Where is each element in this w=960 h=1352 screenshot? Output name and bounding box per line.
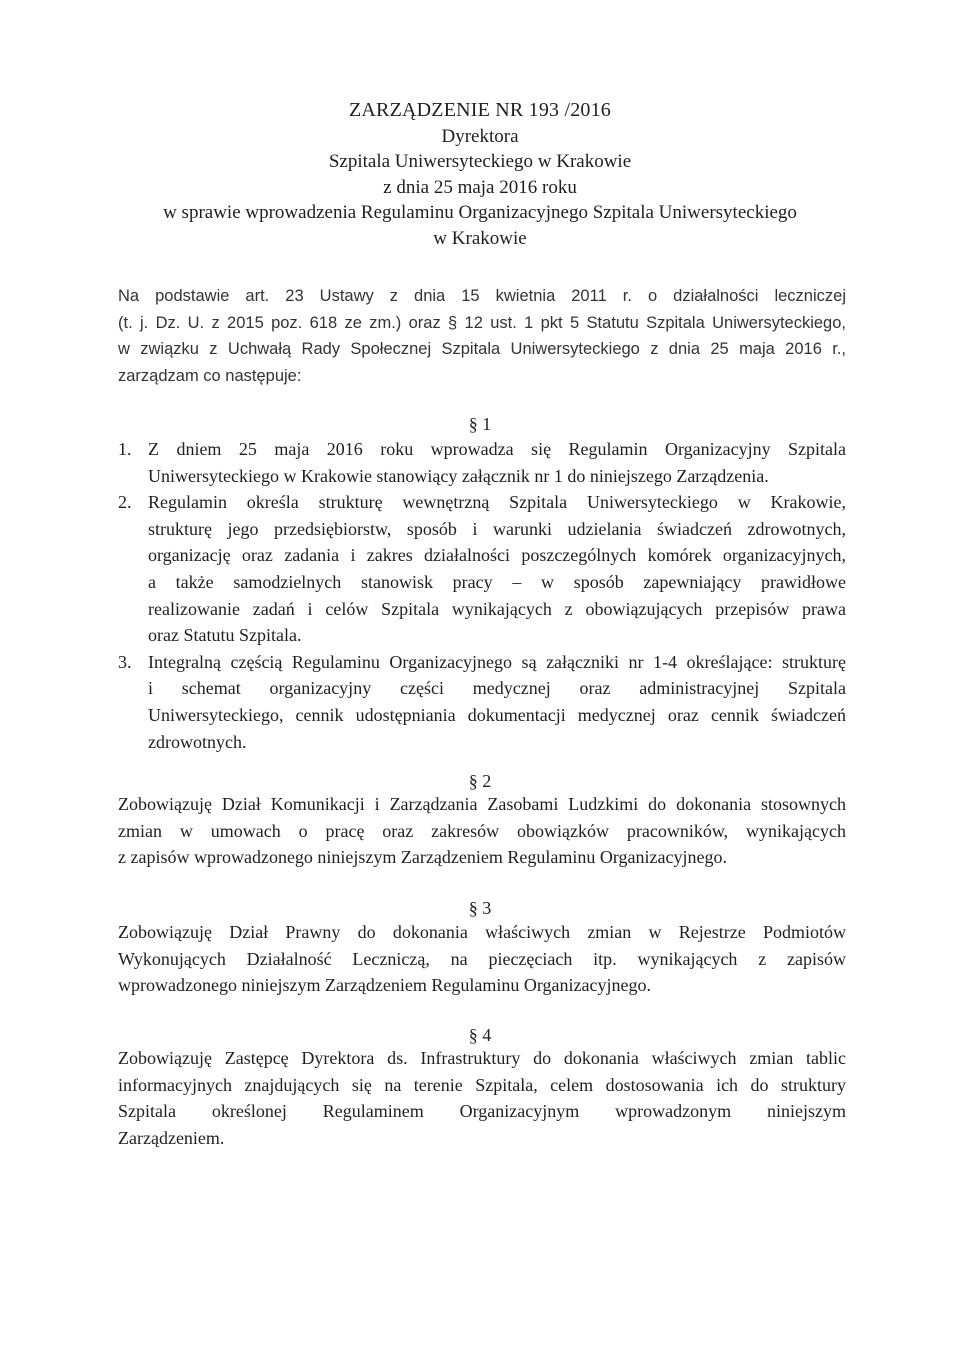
preamble-line: Na podstawie art. 23 Ustawy z dnia 15 kwietnia 2011 r. o działalności leczniczej xyxy=(118,287,846,305)
preamble xyxy=(118,283,846,389)
item-number: 1. xyxy=(118,439,132,459)
section-4-text xyxy=(118,1045,846,1151)
item-line: Uniwersyteckiego w Krakowie stanowiący załącznik nr 1 do niniejszego Zarządzenia. xyxy=(148,465,769,486)
paragraph-line: Wykonujących Działalność Leczniczą, na pieczęciach itp. wynikających z zapisów xyxy=(118,948,846,969)
section-4-mark: § 4 xyxy=(468,1025,492,1045)
subject-line: w sprawie wprowadzenia Regulaminu Organizacyjnego Szpitala Uniwersyteckiego xyxy=(163,202,797,223)
item-line: Regulamin określa strukturę wewnętrzną Szpitala Uniwersyteckiego w Krakowie, xyxy=(148,492,846,513)
section-2-mark: § 2 xyxy=(468,771,492,791)
list-item xyxy=(118,649,846,755)
paragraph-line: Zobowiązuję Dział Komunikacji i Zarządzania Zasobami Ludzkimi do dokonania stosownych xyxy=(118,794,846,814)
item-line: Integralną częścią Regulaminu Organizacyjnego są załączniki nr 1-4 określające: strukturę xyxy=(148,651,846,672)
section-3-mark: § 3 xyxy=(468,898,492,918)
section-1-mark: § 1 xyxy=(468,414,492,434)
paragraph-line: Zobowiązuję Dział Prawny do dokonania właściwych zmian w Rejestrze Podmiotów xyxy=(118,922,846,942)
list-item xyxy=(118,489,846,649)
paragraph-line: wprowadzonego niniejszym Zarządzeniem Regulaminu Organizacyjnego. xyxy=(118,975,651,996)
item-line: organizację oraz zadania i zakres działalności poszczególnych komórek organizacyjnych, xyxy=(148,545,846,566)
item-line: Uniwersyteckiego, cennik udostępniania dokumentacji medycznej oraz cennik świadczeń xyxy=(148,704,846,725)
preamble-line: (t. j. Dz. U. z 2015 poz. 618 ze zm.) oraz § 12 ust. 1 pkt 5 Statutu Szpitala Uniwersyteckiego, xyxy=(118,313,846,332)
item-line: realizowanie zadań i celów Szpitala wynikających z obowiązujących przepisów prawa xyxy=(148,598,846,619)
item-line: i schemat organizacyjny części medycznej oraz administracyjnej Szpitala xyxy=(148,678,846,699)
preamble-line: zarządzam co następuje: xyxy=(118,366,302,385)
preamble-line: w związku z Uchwałą Rady Społecznej Szpitala Uniwersyteckiego z dnia 25 maja 2016 r., xyxy=(118,340,846,358)
paragraph-line: Zobowiązuję Zastępcę Dyrektora ds. Infrastruktury do dokonania właściwych zmian tablic xyxy=(118,1048,846,1068)
item-line: oraz Statutu Szpitala. xyxy=(148,625,302,646)
document-header xyxy=(0,98,960,251)
section-1-list xyxy=(118,436,846,755)
document-title: ZARZĄDZENIE NR 193 /2016 xyxy=(349,99,611,121)
paragraph-line: z zapisów wprowadzonego niniejszym Zarządzeniem Regulaminu Organizacyjnego. xyxy=(118,847,727,868)
item-line: strukturę jego przedsiębiorstw, sposób i warunki udzielania świadczeń zdrowotnych, xyxy=(148,518,846,539)
paragraph-line: informacyjnych znajdujących się na terenie Szpitala, celem dostosowania ich do struktury xyxy=(118,1074,846,1095)
paragraph-line: Zarządzeniem. xyxy=(118,1127,225,1148)
item-line: a także samodzielnych stanowisk pracy – w sposób zapewniający prawidłowe xyxy=(148,571,846,592)
list-item xyxy=(118,436,846,489)
date-line: z dnia 25 maja 2016 roku xyxy=(383,176,577,198)
paragraph-line: Szpitala określonej Regulaminem Organizacyjnym wprowadzonym niniejszym xyxy=(118,1101,846,1122)
item-number: 2. xyxy=(118,492,132,513)
item-number: 3. xyxy=(118,651,132,672)
paragraph-line: zmian w umowach o pracę oraz zakresów obowiązków pracowników, wynikających xyxy=(118,820,846,841)
item-line: zdrowotnych. xyxy=(148,731,247,752)
section-3-text xyxy=(118,919,846,999)
issuer-line: Dyrektora xyxy=(441,125,519,147)
section-2-text xyxy=(118,791,846,871)
subject-line-continued: w Krakowie xyxy=(433,227,527,249)
item-line: Z dniem 25 maja 2016 roku wprowadza się Regulamin Organizacyjny Szpitala xyxy=(148,439,846,459)
institution-line: Szpitala Uniwersyteckiego w Krakowie xyxy=(328,151,632,172)
